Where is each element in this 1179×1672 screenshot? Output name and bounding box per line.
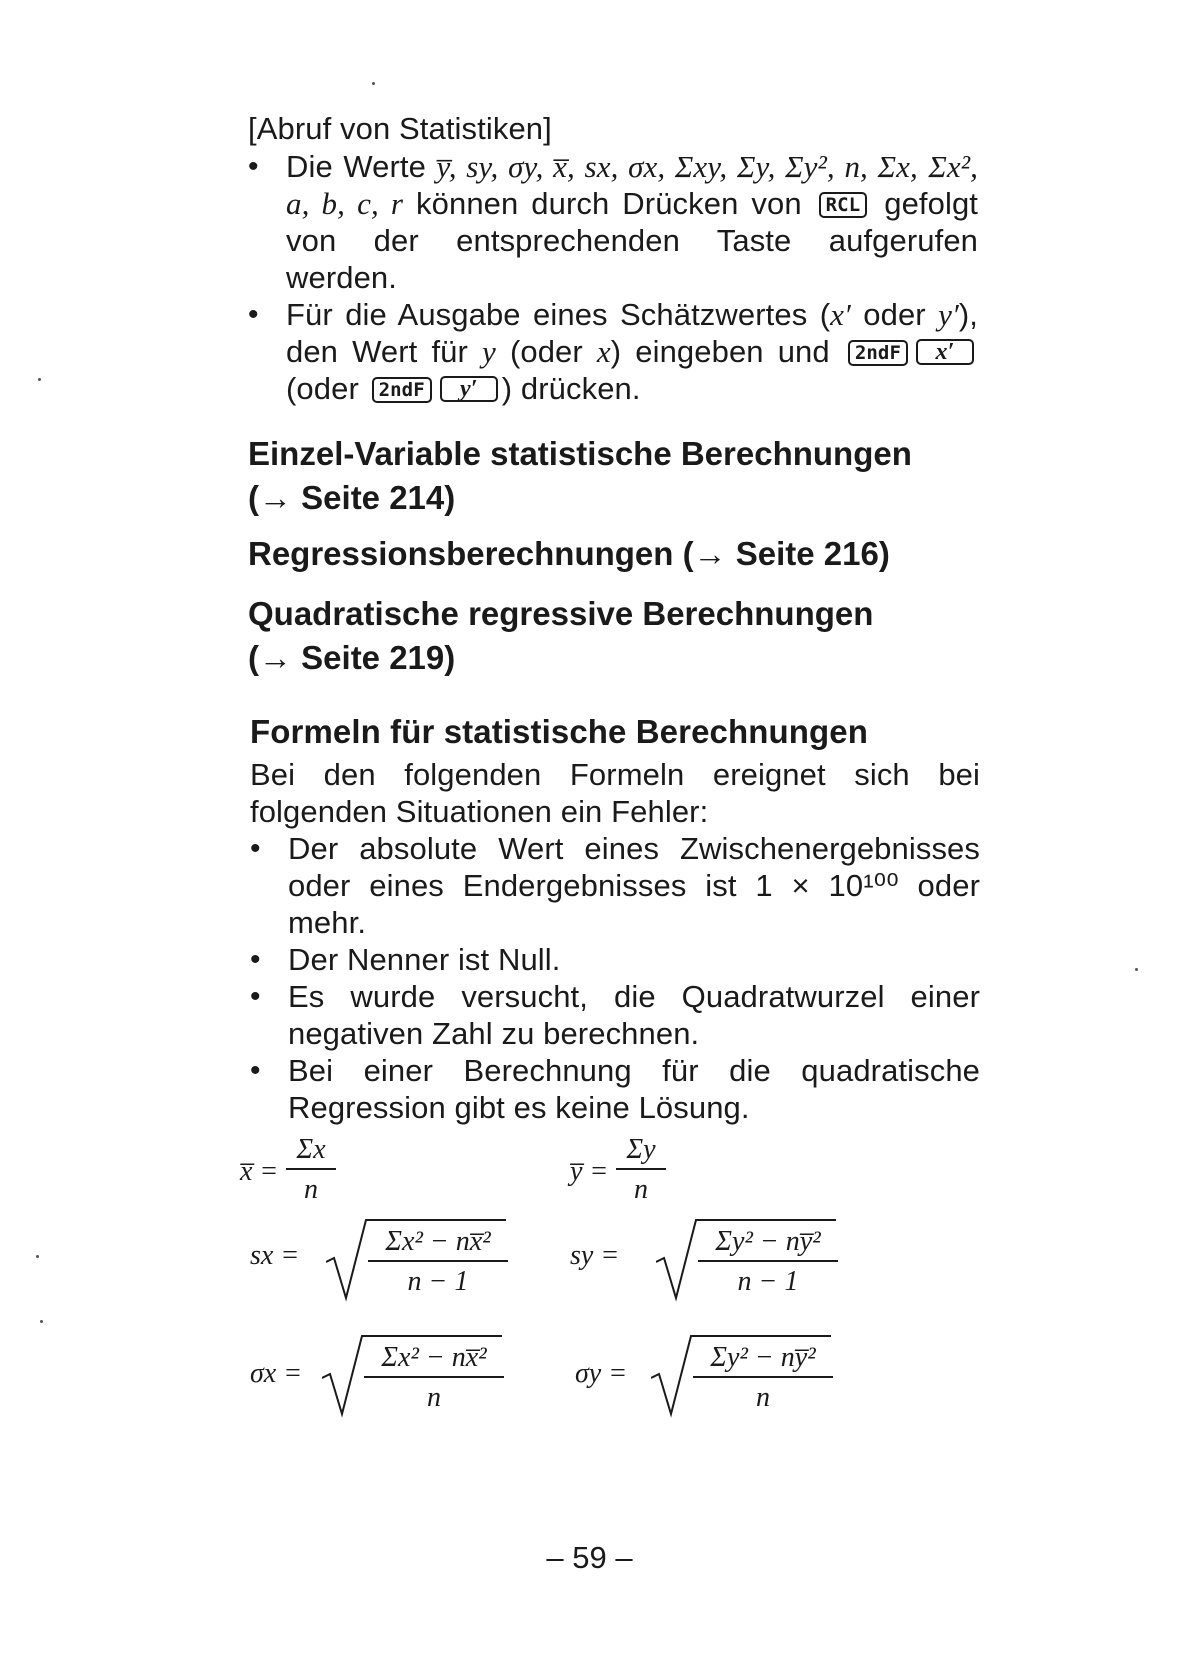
formula-xbar-lhs: x̅ = [240,1156,279,1187]
rcl-key: RCL [819,192,868,218]
recall-title: [Abruf von Statistiken] [248,111,552,146]
2ndf-key-alt: 2ndF [372,377,432,403]
formula-ybar-lhs: y̅ = [570,1156,609,1187]
heading-quadratic-line2: (→ Seite 219) [248,639,456,676]
error-condition: • Es wurde versucht, die Quadratwurzel einer negativen Zahl zu berechnen. [250,978,980,1052]
error-condition: • Bei einer Berechnung für die quadratische Regression gibt es keine Lösung. [250,1052,980,1126]
xprime-key: x′ [916,339,974,365]
formula-sy-lhs: sy = [570,1240,620,1271]
heading-regression: Regressionsberechnungen (→ Seite 216) [248,535,890,572]
formula-xbar-numerator: Σx [286,1134,336,1170]
formula-sigma-y-fraction [693,1342,833,1414]
bullet2-text-b: oder [850,297,939,332]
bullet2-var-y: y [482,334,496,369]
recall-bullets [248,148,978,407]
formula-sigma-x-fraction [364,1342,504,1414]
heading-quadratic [248,592,988,680]
bullet1-vars: y̅, sy, σy, x̅, sx, σx, Σxy, Σy, Σy², n, Σx, [436,149,918,184]
formula-ybar-numerator: Σy [616,1134,666,1170]
formula-sy-numerator: Σy² − ny̅² [698,1226,838,1262]
formula-xbar-denominator: n [304,1174,318,1205]
formula-sx [240,1212,500,1302]
yprime-key: y′ [440,376,498,402]
formula-ybar-denominator: n [634,1174,648,1205]
bullet2-var-yprime: y′ [938,297,959,332]
bullet2-text-a: Für die Ausgabe eines Schätzwertes ( [286,297,831,332]
error-condition: • Der Nenner ist Null. [250,941,980,978]
formula-sy [570,1212,830,1302]
heading-single-variable-line1: Einzel-Variable statistische Berechnungen [248,435,912,472]
error-condition: • Der absolute Wert eines Zwischenergebnisses oder eines Endergebnisses ist 1 × 10¹⁰⁰ oder mehr. [250,830,980,941]
formulas-section [250,710,980,1126]
bullet1-vars-line2: Σx², a, b, c, r [286,149,979,221]
formula-xbar [240,1134,360,1210]
formula-sx-denominator: n − 1 [407,1266,469,1297]
recall-bullet-values [248,148,978,296]
formula-sy-fraction [698,1226,838,1298]
formula-ybar-fraction [616,1134,666,1206]
bullet2-text-d: den Wert für [286,334,483,369]
formula-sigma-x-numerator: Σx² − nx̅² [364,1342,504,1378]
bullet1-text-end: gefolgt von der entsprechenden Taste aufgerufen werden. [286,186,979,295]
bullet2-text-c: ), [958,297,978,332]
formula-sigma-x-lhs: σx = [250,1358,303,1389]
2ndf-key: 2ndF [848,340,908,366]
formula-sx-fraction [368,1226,508,1298]
heading-quadratic-line1: Quadratische regressive Berechnungen [248,595,874,632]
bullet1-text-after: können durch Drücken von [416,186,802,221]
bullet2-text-f: ) eingeben und [610,334,830,369]
formula-ybar [570,1134,690,1210]
page-number: – 59 – [546,1540,633,1575]
formula-sigma-x-denominator: n [427,1382,441,1413]
formulas-intro: Bei den folgenden Formeln ereignet sich bei folgenden Situationen ein Fehler: [250,757,980,829]
scan-speck [1135,968,1138,971]
formulas-title: Formeln für statistische Berechnungen [250,713,868,750]
error-conditions [250,830,980,1126]
recall-section [248,110,978,407]
formula-sigma-y [575,1328,835,1418]
recall-bullet-estimate [248,296,978,407]
bullet1-text-before: Die Werte [286,149,426,184]
formula-xbar-fraction [286,1134,336,1206]
formula-sigma-y-lhs: σy = [575,1358,628,1389]
bullet2-var-xprime: x′ [830,297,851,332]
scan-speck [36,1255,39,1258]
bullet2-var-x: x [596,334,611,369]
scan-speck [372,82,375,85]
heading-single-variable-line2: (→ Seite 214) [248,479,456,516]
bullet2-text-h: ) drücken. [501,371,641,406]
bullet2-text-g: (oder [286,371,359,406]
formula-sx-numerator: Σx² − nx̅² [368,1226,508,1262]
scan-speck [40,1320,43,1323]
formula-sigma-y-denominator: n [756,1382,770,1413]
heading-single-variable [248,432,988,520]
formula-sy-denominator: n − 1 [737,1266,799,1297]
scan-speck [38,378,41,381]
bullet2-text-e: (oder [495,334,597,369]
formula-sigma-y-numerator: Σy² − ny̅² [693,1342,833,1378]
formula-sigma-x [250,1328,510,1418]
formula-block [240,1134,860,1430]
formula-sx-lhs: sx = [250,1240,300,1271]
